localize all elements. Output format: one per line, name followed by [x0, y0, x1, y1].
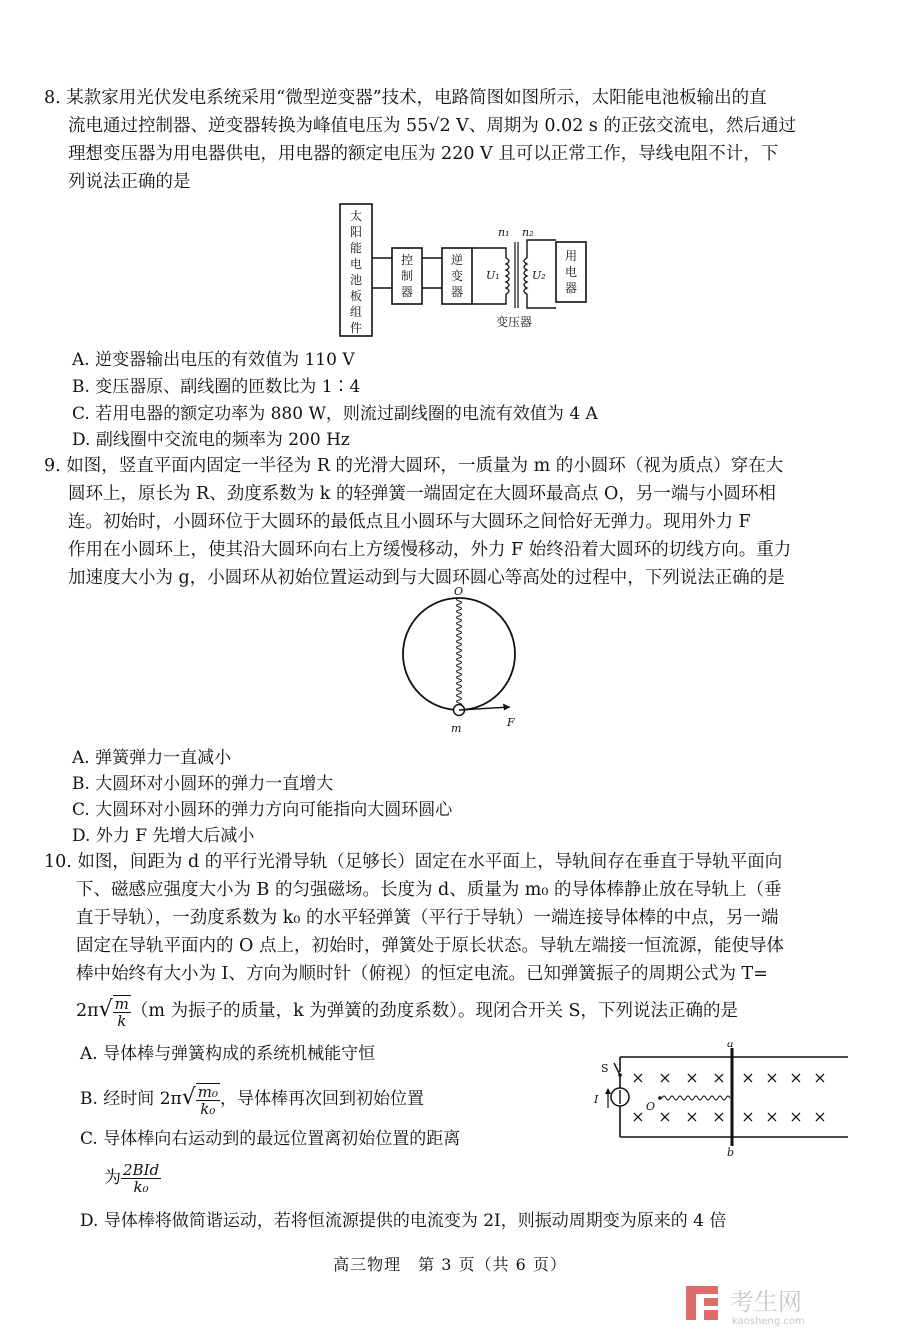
solar-char: 池: [349, 273, 363, 287]
q9-line-3: 连。初始时，小圆环位于大圆环的最低点且小圆环与大圆环之间恰好无弹力。现用外力 F: [68, 512, 751, 532]
secondary-coil: [524, 258, 527, 294]
q9-ring-figure: [390, 584, 540, 739]
option-b-denominator: k₀: [200, 1099, 216, 1118]
option-c-denominator: k₀: [133, 1178, 149, 1196]
q10-option-c-line1: C. 导体棒向右运动到的最远位置离初始位置的距离: [80, 1129, 461, 1149]
point-o-label: O: [454, 585, 464, 598]
controller-char: 器: [400, 285, 414, 299]
option-b-fraction: [196, 1083, 220, 1117]
solar-char: 组: [349, 305, 363, 319]
rod-end-a-label: a: [727, 1042, 734, 1050]
q10-spring: [662, 1096, 730, 1100]
q8-option-c: C. 若用电器的额定功率为 880 W，则流过副线圈的电流有效值为 4 A: [72, 404, 598, 424]
formula-denominator: k: [117, 1011, 127, 1030]
q10-rail-figure: [588, 1042, 850, 1158]
q10-line-4: 固定在导轨平面内的 O 点上，初始时，弹簧处于原长状态。导轨左端接一恒流源，能使导体: [76, 936, 784, 956]
controller-char: 控: [400, 253, 414, 267]
field-cross: ×: [631, 1068, 645, 1087]
o-label: O: [646, 1100, 656, 1113]
field-cross: ×: [631, 1107, 645, 1126]
q8-circuit-figure: [338, 200, 594, 340]
field-cross: ×: [789, 1107, 803, 1126]
q9-line-2: 圆环上，原长为 R、劲度系数为 k 的轻弹簧一端固定在大圆环最高点 O，另一端与小圆环相: [68, 484, 776, 504]
field-cross: ×: [765, 1068, 779, 1087]
appliance-char: 用: [564, 249, 578, 263]
solar-char: 能: [349, 241, 363, 255]
q10-option-a: A. 导体棒与弹簧构成的系统机械能守恒: [80, 1044, 376, 1064]
switch: [614, 1063, 620, 1075]
mass-label: m: [451, 722, 462, 735]
field-cross: ×: [741, 1068, 755, 1087]
inverter-char: 逆: [450, 253, 464, 267]
current-label: I: [594, 1093, 599, 1106]
q10-option-d: D. 导体棒将做简谐运动，若将恒流源提供的电流变为 2I，则振动周期变为原来的 4 倍: [80, 1211, 727, 1231]
inverter-char: 器: [450, 285, 464, 299]
page-footer: 高三物理 第 3 页（共 6 页）: [333, 1255, 567, 1274]
n1-label: n₁: [498, 226, 510, 239]
question-9: [44, 452, 856, 592]
formula-2pi: 2π: [76, 1001, 99, 1021]
q9-option-c: C. 大圆环对小圆环的弹力方向可能指向大圆环圆心: [72, 800, 453, 820]
force-arrow: [459, 707, 510, 710]
u2-label: U₂: [532, 269, 546, 282]
kaosheng-watermark-logo: [680, 1278, 860, 1328]
q9-option-b: B. 大圆环对小圆环的弹力一直增大: [72, 774, 334, 794]
q10-option-b: B. 经时间 2π√ $\frac{\text{m₀}}{\text{k₀}}$ ，导体棒再次回到初始位置: [80, 1082, 424, 1118]
option-b-numerator: m₀: [197, 1082, 218, 1101]
q10-line-5: 棒中始终有大小为 I、方向为顺时针（俯视）的恒定电流。已知弹簧振子的周期公式为 T=: [76, 964, 768, 984]
controller-char: 制: [400, 269, 414, 283]
inverter-char: 变: [450, 269, 464, 283]
field-cross: ×: [741, 1107, 755, 1126]
q10-line-2: 下、磁感应强度大小为 B 的匀强磁场。长度为 d、质量为 m₀ 的导体棒静止放在导轨上（垂: [76, 880, 782, 900]
field-cross: ×: [658, 1107, 672, 1126]
q8-line-4: 列说法正确的是: [68, 172, 191, 192]
formula-fraction: [113, 995, 131, 1029]
force-label: F: [507, 716, 515, 729]
field-cross: ×: [813, 1068, 827, 1087]
option-c-prefix: 为: [104, 1168, 121, 1188]
formula-explanation: （m 为振子的质量，k 为弹簧的劲度系数）。现闭合开关 S，下列说法正确的是: [130, 1001, 739, 1021]
q9-option-a: A. 弹簧弹力一直减小: [72, 748, 232, 768]
q8-option-a: A. 逆变器输出电压的有效值为 110 V: [72, 350, 355, 370]
q8-line-3: 理想变压器为用电器供电，用电器的额定电压为 220 V 且可以正常工作，导线电阻不计，下: [68, 144, 779, 164]
solar-char: 电: [349, 257, 363, 271]
q9-line-1: 9. 如图，竖直平面内固定一半径为 R 的光滑大圆环，一质量为 m 的小圆环（视为质点）穿在大: [44, 456, 784, 476]
appliance-char: 电: [564, 265, 578, 279]
q8-line-2: 流电通过控制器、逆变器转换为峰值电压为 55√2 V、周期为 0.02 s 的正弦交流电，然后通过: [68, 116, 796, 136]
option-b-prefix: B. 经时间 2π: [80, 1089, 182, 1109]
field-cross: ×: [712, 1068, 726, 1087]
field-cross: ×: [712, 1107, 726, 1126]
field-cross: ×: [765, 1107, 779, 1126]
n2-label: n₂: [522, 226, 534, 239]
question-8: [44, 84, 856, 196]
logo-url-text: kaosheng.com: [732, 1316, 805, 1327]
solar-char: 板: [349, 289, 363, 303]
option-c-fraction: [121, 1162, 161, 1195]
q9-option-d: D. 外力 F 先增大后减小: [72, 826, 255, 846]
field-cross: ×: [789, 1068, 803, 1087]
rod-end-b-label: b: [727, 1146, 735, 1158]
solar-char: 阳: [349, 225, 363, 239]
field-cross: ×: [685, 1068, 699, 1087]
q10-line-1: 10. 如图，间距为 d 的平行光滑导轨（足够长）固定在水平面上，导轨间存在垂直于导轨平面向: [44, 852, 783, 872]
formula-numerator: m: [114, 994, 129, 1013]
primary-coil: [506, 258, 509, 294]
field-cross: ×: [813, 1107, 827, 1126]
field-cross: ×: [658, 1068, 672, 1087]
large-ring: [403, 598, 515, 710]
q8-option-b: B. 变压器原、副线圈的匝数比为 1∶4: [72, 377, 361, 397]
solar-char: 件: [349, 321, 363, 335]
appliance-char: 器: [564, 281, 578, 295]
transformer-caption: 变压器: [495, 315, 533, 329]
q9-line-4: 作用在小圆环上，使其沿大圆环向右上方缓慢移动，外力 F 始终沿着大圆环的切线方向。重力: [68, 540, 792, 560]
q10-option-c-line2: [104, 1158, 161, 1198]
spring: [457, 598, 462, 706]
q8-option-d: D. 副线圈中交流电的频率为 200 Hz: [72, 430, 350, 450]
option-b-suffix: ，导体棒再次回到初始位置: [219, 1089, 424, 1109]
field-cross: ×: [685, 1107, 699, 1126]
logo-brand-text: 考生网: [730, 1288, 802, 1316]
q8-line-1: 8. 某款家用光伏发电系统采用“微型逆变器”技术，电路简图如图所示，太阳能电池板输出的直: [44, 88, 767, 108]
logo-mark-icon: [686, 1286, 718, 1320]
u1-label: U₁: [486, 269, 500, 282]
question-10: [44, 848, 856, 988]
q10-formula-line: 2π√ $\frac{m}{k}$ （m 为振子的质量，k 为弹簧的劲度系数）。现闭合开关 S，下列说法正确的是: [76, 994, 739, 1030]
point-o: [658, 1096, 662, 1100]
option-c-numerator: 2BId: [123, 1161, 160, 1179]
switch-label: S: [601, 1062, 609, 1075]
q10-line-3: 直于导轨），一劲度系数为 k₀ 的水平轻弹簧（平行于导轨）一端连接导体棒的中点，另一端: [76, 908, 779, 928]
solar-char: 太: [349, 209, 363, 223]
q9-line-5: 加速度大小为 g，小圆环从初始位置运动到与大圆环圆心等高处的过程中，下列说法正确的是: [68, 568, 785, 588]
